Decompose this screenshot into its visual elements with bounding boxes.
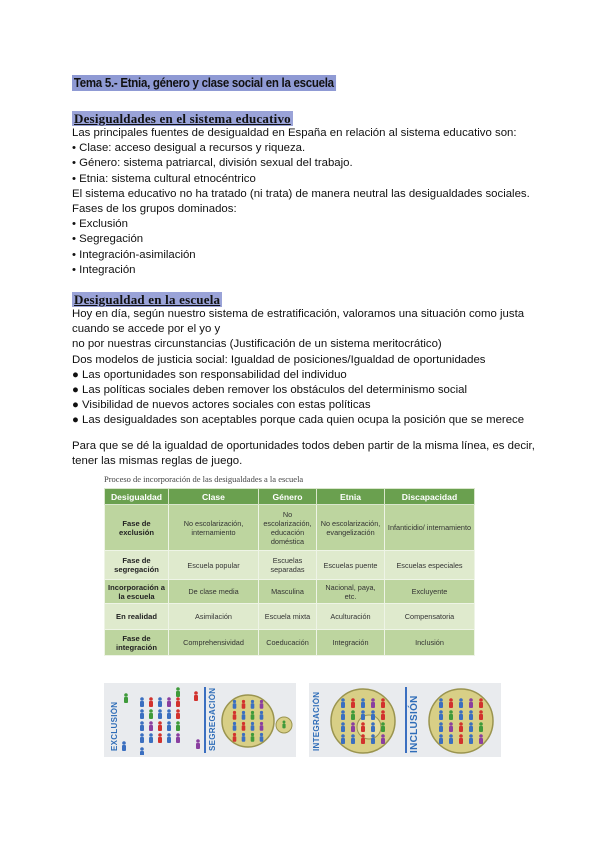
section2-line: ● Las políticas sociales deben remover los obstáculos del determinismo social <box>72 384 467 397</box>
person-figure <box>439 710 443 720</box>
person-figure <box>449 698 453 708</box>
person-figure <box>251 711 255 720</box>
person-figure <box>479 698 483 708</box>
person-figure <box>149 721 153 731</box>
person-figure <box>449 734 453 744</box>
person-figure <box>140 747 144 755</box>
section2-body <box>72 307 524 429</box>
person-figure <box>439 734 443 744</box>
person-figure <box>233 733 237 742</box>
table-cell: Escuelas puente <box>317 551 385 580</box>
table-header-cell: Etnia <box>317 489 385 505</box>
diagram-divider <box>204 687 206 753</box>
person-figure <box>158 721 162 731</box>
table-cell: Coeducación <box>259 630 317 656</box>
section2-line: ● Las oportunidades son responsabilidad del individuo <box>72 368 347 381</box>
section1-line: Fases de los grupos dominados: <box>72 203 237 216</box>
inclusion-label: INCLUSIÓN <box>409 695 420 753</box>
person-figure <box>260 733 264 742</box>
integration-figures <box>323 685 403 755</box>
integration-inclusion-diagram <box>309 683 501 757</box>
section2-heading: Desigualdad en la escuela <box>74 292 221 307</box>
person-figure <box>282 721 285 729</box>
table-row <box>105 551 475 580</box>
closing-line: tener las mismas reglas de juego. <box>72 455 243 468</box>
table-cell: No escolarización, evangelización <box>317 505 385 551</box>
table-cell: Excluyente <box>385 580 475 604</box>
segregation-label: SEGREGACIÓN <box>208 687 217 751</box>
person-figure <box>439 722 443 732</box>
table-caption: Proceso de incorporación de las desigualdades a la escuela <box>104 474 304 484</box>
table-cell: Inclusión <box>385 630 475 656</box>
person-figure <box>242 711 246 720</box>
section1-line: • Segregación <box>72 233 144 246</box>
person-figure <box>149 733 153 743</box>
section2-line: Dos modelos de justicia social: Igualdad de posiciones/Igualdad de oportunidades <box>72 353 486 366</box>
person-figure <box>140 733 144 743</box>
table-cell: De clase media <box>169 580 259 604</box>
person-figure <box>251 733 255 742</box>
table-cell: Escuela mixta <box>259 604 317 630</box>
exclusion-label: EXCLUSIÓN <box>110 701 119 751</box>
person-figure <box>479 710 483 720</box>
person-figure <box>124 693 128 703</box>
person-figure <box>351 734 355 744</box>
person-figure <box>242 700 246 709</box>
section1-line: • Clase: acceso desigual a recursos y riqueza. <box>72 142 306 155</box>
section2-line: ● Las desigualdades son aceptables porque cada quien ocupa la posición que se merece <box>72 414 525 427</box>
person-figure <box>361 734 365 744</box>
person-figure <box>381 698 385 708</box>
person-figure <box>158 733 162 743</box>
person-figure <box>167 733 171 743</box>
closing-line: Para que se dé la igualdad de oportunidades todos deben partir de la misma línea, es decir, <box>72 440 535 452</box>
section1-line: • Integración-asimilación <box>72 248 196 261</box>
person-figure <box>371 710 375 720</box>
table-row <box>105 630 475 656</box>
table-cell: Compensatoria <box>385 604 475 630</box>
person-figure <box>194 691 198 701</box>
diagram-divider <box>405 687 407 753</box>
table-cell: Escuelas separadas <box>259 551 317 580</box>
table-cell: Aculturación <box>317 604 385 630</box>
person-figure <box>479 734 483 744</box>
table-cell: Escuela popular <box>169 551 259 580</box>
table-cell: No escolarización, educación doméstica <box>259 505 317 551</box>
person-figure <box>251 722 255 731</box>
table-cell: Asimilación <box>169 604 259 630</box>
inclusion-figures <box>423 685 501 755</box>
person-figure <box>341 698 345 708</box>
person-figure <box>459 698 463 708</box>
person-figure <box>242 722 246 731</box>
person-figure <box>341 710 345 720</box>
person-figure <box>158 697 162 707</box>
segregation-circle <box>222 695 274 747</box>
person-figure <box>176 709 180 719</box>
person-figure <box>251 700 255 709</box>
person-figure <box>233 711 237 720</box>
table-cell: Infanticidio/ internamiento <box>385 505 475 551</box>
person-figure <box>260 711 264 720</box>
table-cell: Integración <box>317 630 385 656</box>
person-figure <box>122 741 126 751</box>
person-figure <box>469 722 473 732</box>
section1-line: • Género: sistema patriarcal, división sexual del trabajo. <box>72 157 353 170</box>
table-row-label: Fase de exclusión <box>105 505 169 551</box>
person-figure <box>439 698 443 708</box>
section2-line: no por nuestras circunstancias (Justificación de un sistema meritocrático) <box>72 338 442 351</box>
person-figure <box>351 698 355 708</box>
section1-line: Las principales fuentes de desigualdad en España en relación al sistema educativo son: <box>72 127 517 139</box>
person-figure <box>371 722 375 732</box>
person-figure <box>176 733 180 743</box>
person-figure <box>469 734 473 744</box>
table-row-label: Incorporación a la escuela <box>105 580 169 604</box>
table-row <box>105 505 475 551</box>
person-figure <box>361 722 365 732</box>
exclusion-segregation-diagram <box>104 683 296 757</box>
person-figure <box>176 721 180 731</box>
person-figure <box>469 698 473 708</box>
section2-line: Hoy en día, según nuestro sistema de estratificación, valoramos una situación como justa <box>72 308 525 320</box>
exclusion-figures <box>120 685 204 755</box>
table-header-cell: Clase <box>169 489 259 505</box>
person-figure <box>233 722 237 731</box>
person-figure <box>341 722 345 732</box>
incorporation-table <box>104 488 475 656</box>
person-figure <box>459 710 463 720</box>
person-figure <box>459 722 463 732</box>
person-figure <box>167 721 171 731</box>
person-figure <box>351 722 355 732</box>
section2-line: cuando se accede por el yo y <box>72 323 221 336</box>
integration-label: INTEGRACIÓN <box>312 691 321 751</box>
section1-line: • Exclusión <box>72 218 128 231</box>
person-figure <box>351 710 355 720</box>
table-header-cell: Discapacidad <box>385 489 475 505</box>
person-figure <box>140 721 144 731</box>
person-figure <box>176 697 180 707</box>
person-figure <box>341 734 345 744</box>
table-cell: No escolarización, internamiento <box>169 505 259 551</box>
person-figure <box>233 700 237 709</box>
person-figure <box>196 739 200 749</box>
segregation-figures <box>218 685 296 755</box>
person-figure <box>361 698 365 708</box>
person-figure <box>242 733 246 742</box>
section2-line: ● Visibilidad de nuevos actores sociales con estas políticas <box>72 399 371 412</box>
section1-line: • Integración <box>72 263 136 276</box>
person-figure <box>479 722 483 732</box>
table-cell: Masculina <box>259 580 317 604</box>
table-row-label: En realidad <box>105 604 169 630</box>
person-figure <box>140 697 144 707</box>
person-figure <box>449 722 453 732</box>
person-figure <box>459 734 463 744</box>
section2-closing <box>72 439 535 469</box>
person-figure <box>260 700 264 709</box>
table-header-cell: Desigualdad <box>105 489 169 505</box>
table-row <box>105 604 475 630</box>
table-row-label: Fase de segregación <box>105 551 169 580</box>
table-row <box>105 580 475 604</box>
person-figure <box>361 710 365 720</box>
person-figure <box>371 734 375 744</box>
person-figure <box>176 687 180 697</box>
person-figure <box>381 710 385 720</box>
person-figure <box>167 697 171 707</box>
person-figure <box>149 697 153 707</box>
person-figure <box>371 698 375 708</box>
table-cell: Escuelas especiales <box>385 551 475 580</box>
table-cell: Nacional, paya, etc. <box>317 580 385 604</box>
person-figure <box>469 710 473 720</box>
table-header-row <box>105 489 475 505</box>
table-cell: Comprehensividad <box>169 630 259 656</box>
person-figure <box>167 709 171 719</box>
section1-heading: Desigualdades en el sistema educativo <box>74 111 291 126</box>
section1-line: El sistema educativo no ha tratado (ni trata) de manera neutral las desigualdades sociales. <box>72 187 530 200</box>
person-figure <box>260 722 264 731</box>
page-title: Tema 5.- Etnia, género y clase social en la escuela <box>73 76 334 90</box>
section1-body <box>72 126 530 278</box>
person-figure <box>149 709 153 719</box>
person-figure <box>449 710 453 720</box>
table-header-cell: Género <box>259 489 317 505</box>
person-figure <box>140 709 144 719</box>
table-row-label: Fase de integración <box>105 630 169 656</box>
integration-inner-circle <box>357 715 381 739</box>
person-figure <box>381 722 385 732</box>
person-figure <box>381 734 385 744</box>
person-figure <box>158 709 162 719</box>
section1-line: • Etnia: sistema cultural etnocéntrico <box>72 172 256 185</box>
